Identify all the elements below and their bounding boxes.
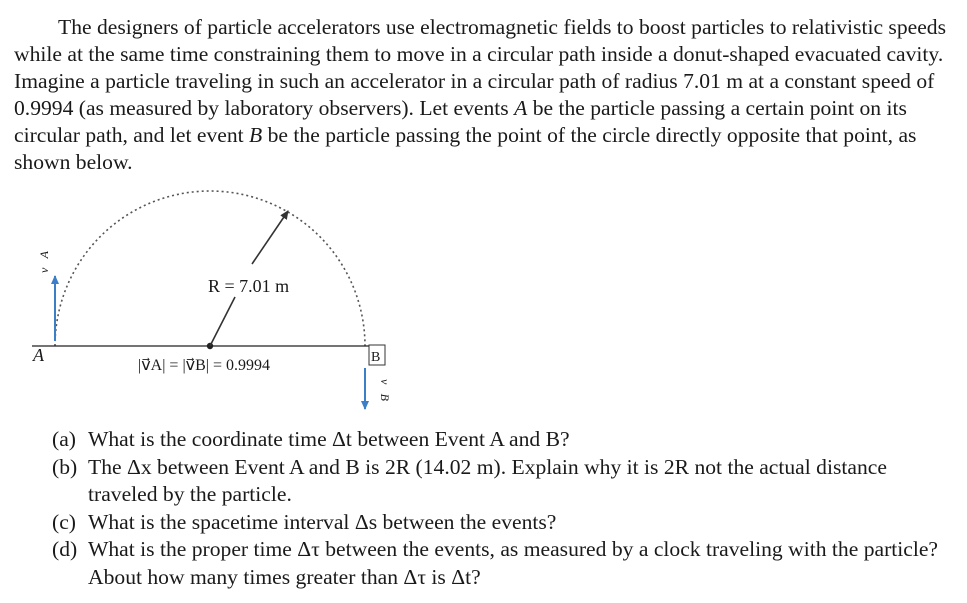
radius-arrow-upper [252, 211, 288, 264]
question-item [52, 509, 952, 537]
radius-label: R = 7.01 m [208, 276, 290, 296]
question-text: What is the proper time Δτ between the events, as measured by a clock traveling with the particle? About how many times greater than Δτ is Δt? [88, 537, 939, 589]
radius-line-lower [210, 297, 235, 346]
problem-intro [14, 14, 954, 176]
question-list [52, 426, 952, 591]
question-text: What is the coordinate time Δt between Event A and B? [88, 427, 570, 451]
question-label: (a) [52, 427, 76, 451]
question-label: (d) [52, 537, 78, 561]
circular-path-arc [55, 191, 365, 346]
velocity-a-label: v⃗A [37, 251, 51, 273]
question-label: (c) [52, 509, 76, 534]
accelerator-diagram [20, 183, 420, 413]
intro-text-1: The designers of particle accelerators use electromagnetic fields to boost particles to relativistic speeds while at the same time constraining them to move in a circular path inside a donut-shaped evacuated cavity. Imagine a particle traveling in such an accelerator in a circular path of radius 7.01 m at a constant speed of 0.9994 (as measured by laboratory observers). Let events [14, 15, 947, 120]
diagram-svg [20, 183, 420, 413]
event-a-ref: A [514, 96, 528, 120]
question-item [52, 454, 952, 509]
speed-label: |v⃗A| = |v⃗B| = 0.9994 [138, 357, 271, 374]
event-b-ref: B [249, 123, 263, 147]
velocity-b-label: v⃗B [378, 379, 392, 401]
intro-text-2: be the particle passing a certain point on its circular path, and let event [14, 96, 907, 147]
point-b-label: B [371, 350, 381, 365]
question-text: The Δx between Event A and B is 2R (14.02 m). Explain why it is 2R not the actual distance traveled by the particle. [88, 454, 887, 506]
question-item [52, 426, 952, 454]
question-text: What is the spacetime interval Δs between the events? [88, 509, 557, 534]
intro-text-3: be the particle passing the point of the circle directly opposite that point, as shown below. [14, 123, 917, 174]
question-label: (b) [52, 454, 78, 479]
question-item [52, 536, 952, 591]
point-a-label: A [33, 345, 44, 365]
